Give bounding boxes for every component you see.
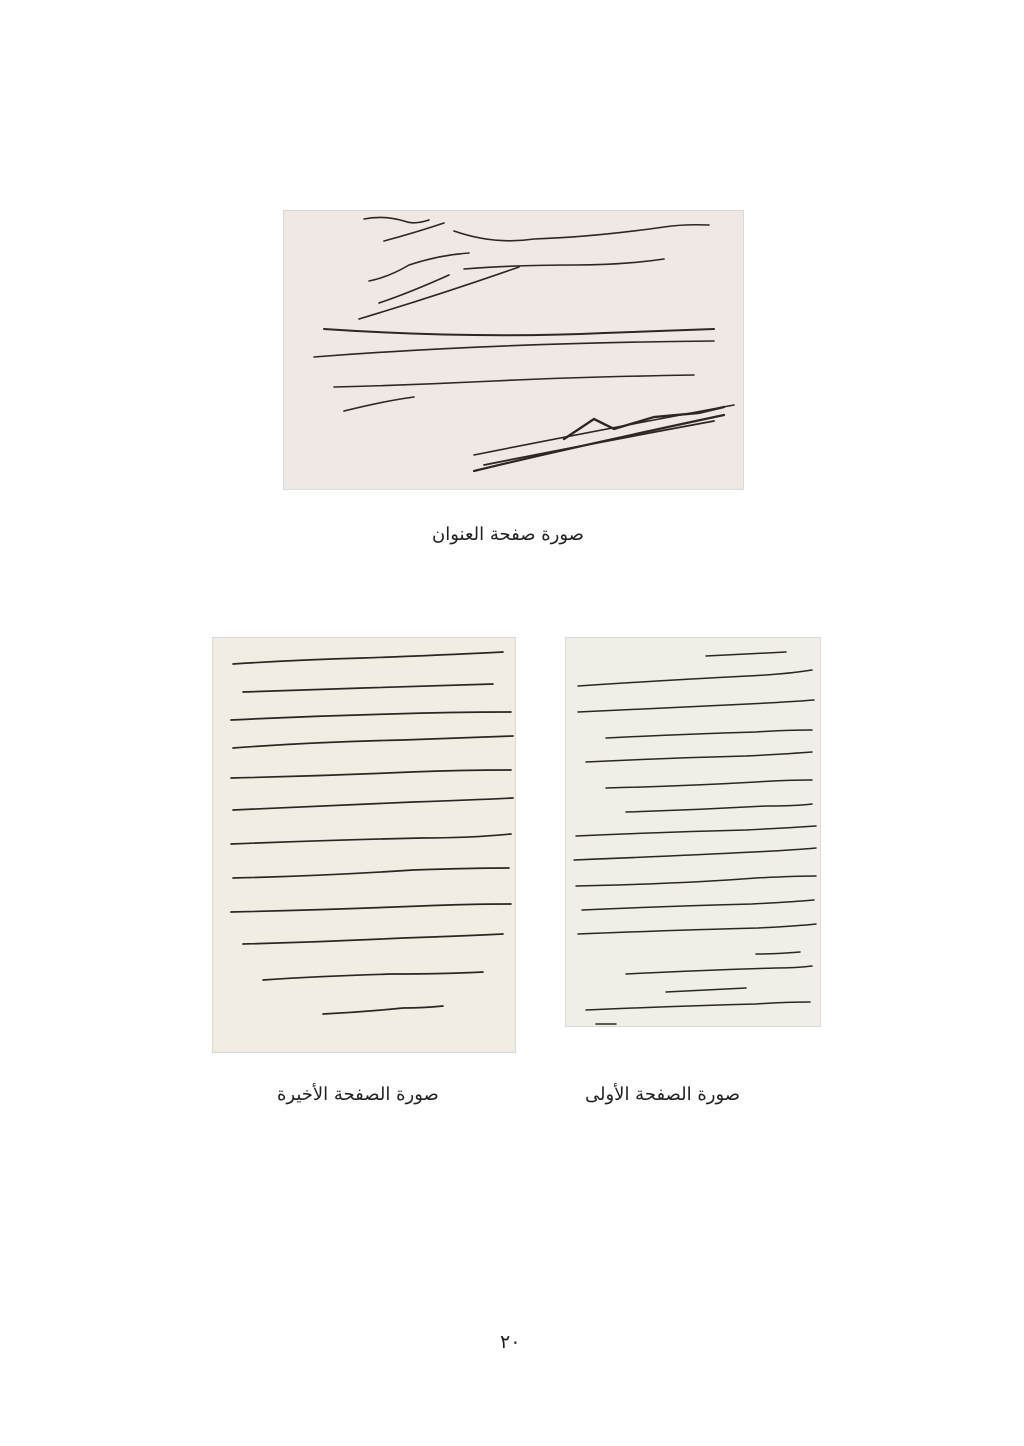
page-number: ٢٠: [500, 1331, 521, 1353]
title-page-manuscript-image: [283, 210, 744, 490]
last-page-handwriting: [213, 638, 515, 1052]
last-page-caption: صورة الصفحة الأخيرة: [277, 1084, 439, 1105]
first-page-caption: صورة الصفحة الأولى: [585, 1084, 741, 1105]
first-page-manuscript-image: [565, 637, 821, 1027]
first-page-handwriting: [566, 638, 820, 1026]
title-page-caption: صورة صفحة العنوان: [432, 524, 584, 545]
last-page-manuscript-image: [212, 637, 516, 1053]
title-page-handwriting: [284, 211, 743, 489]
